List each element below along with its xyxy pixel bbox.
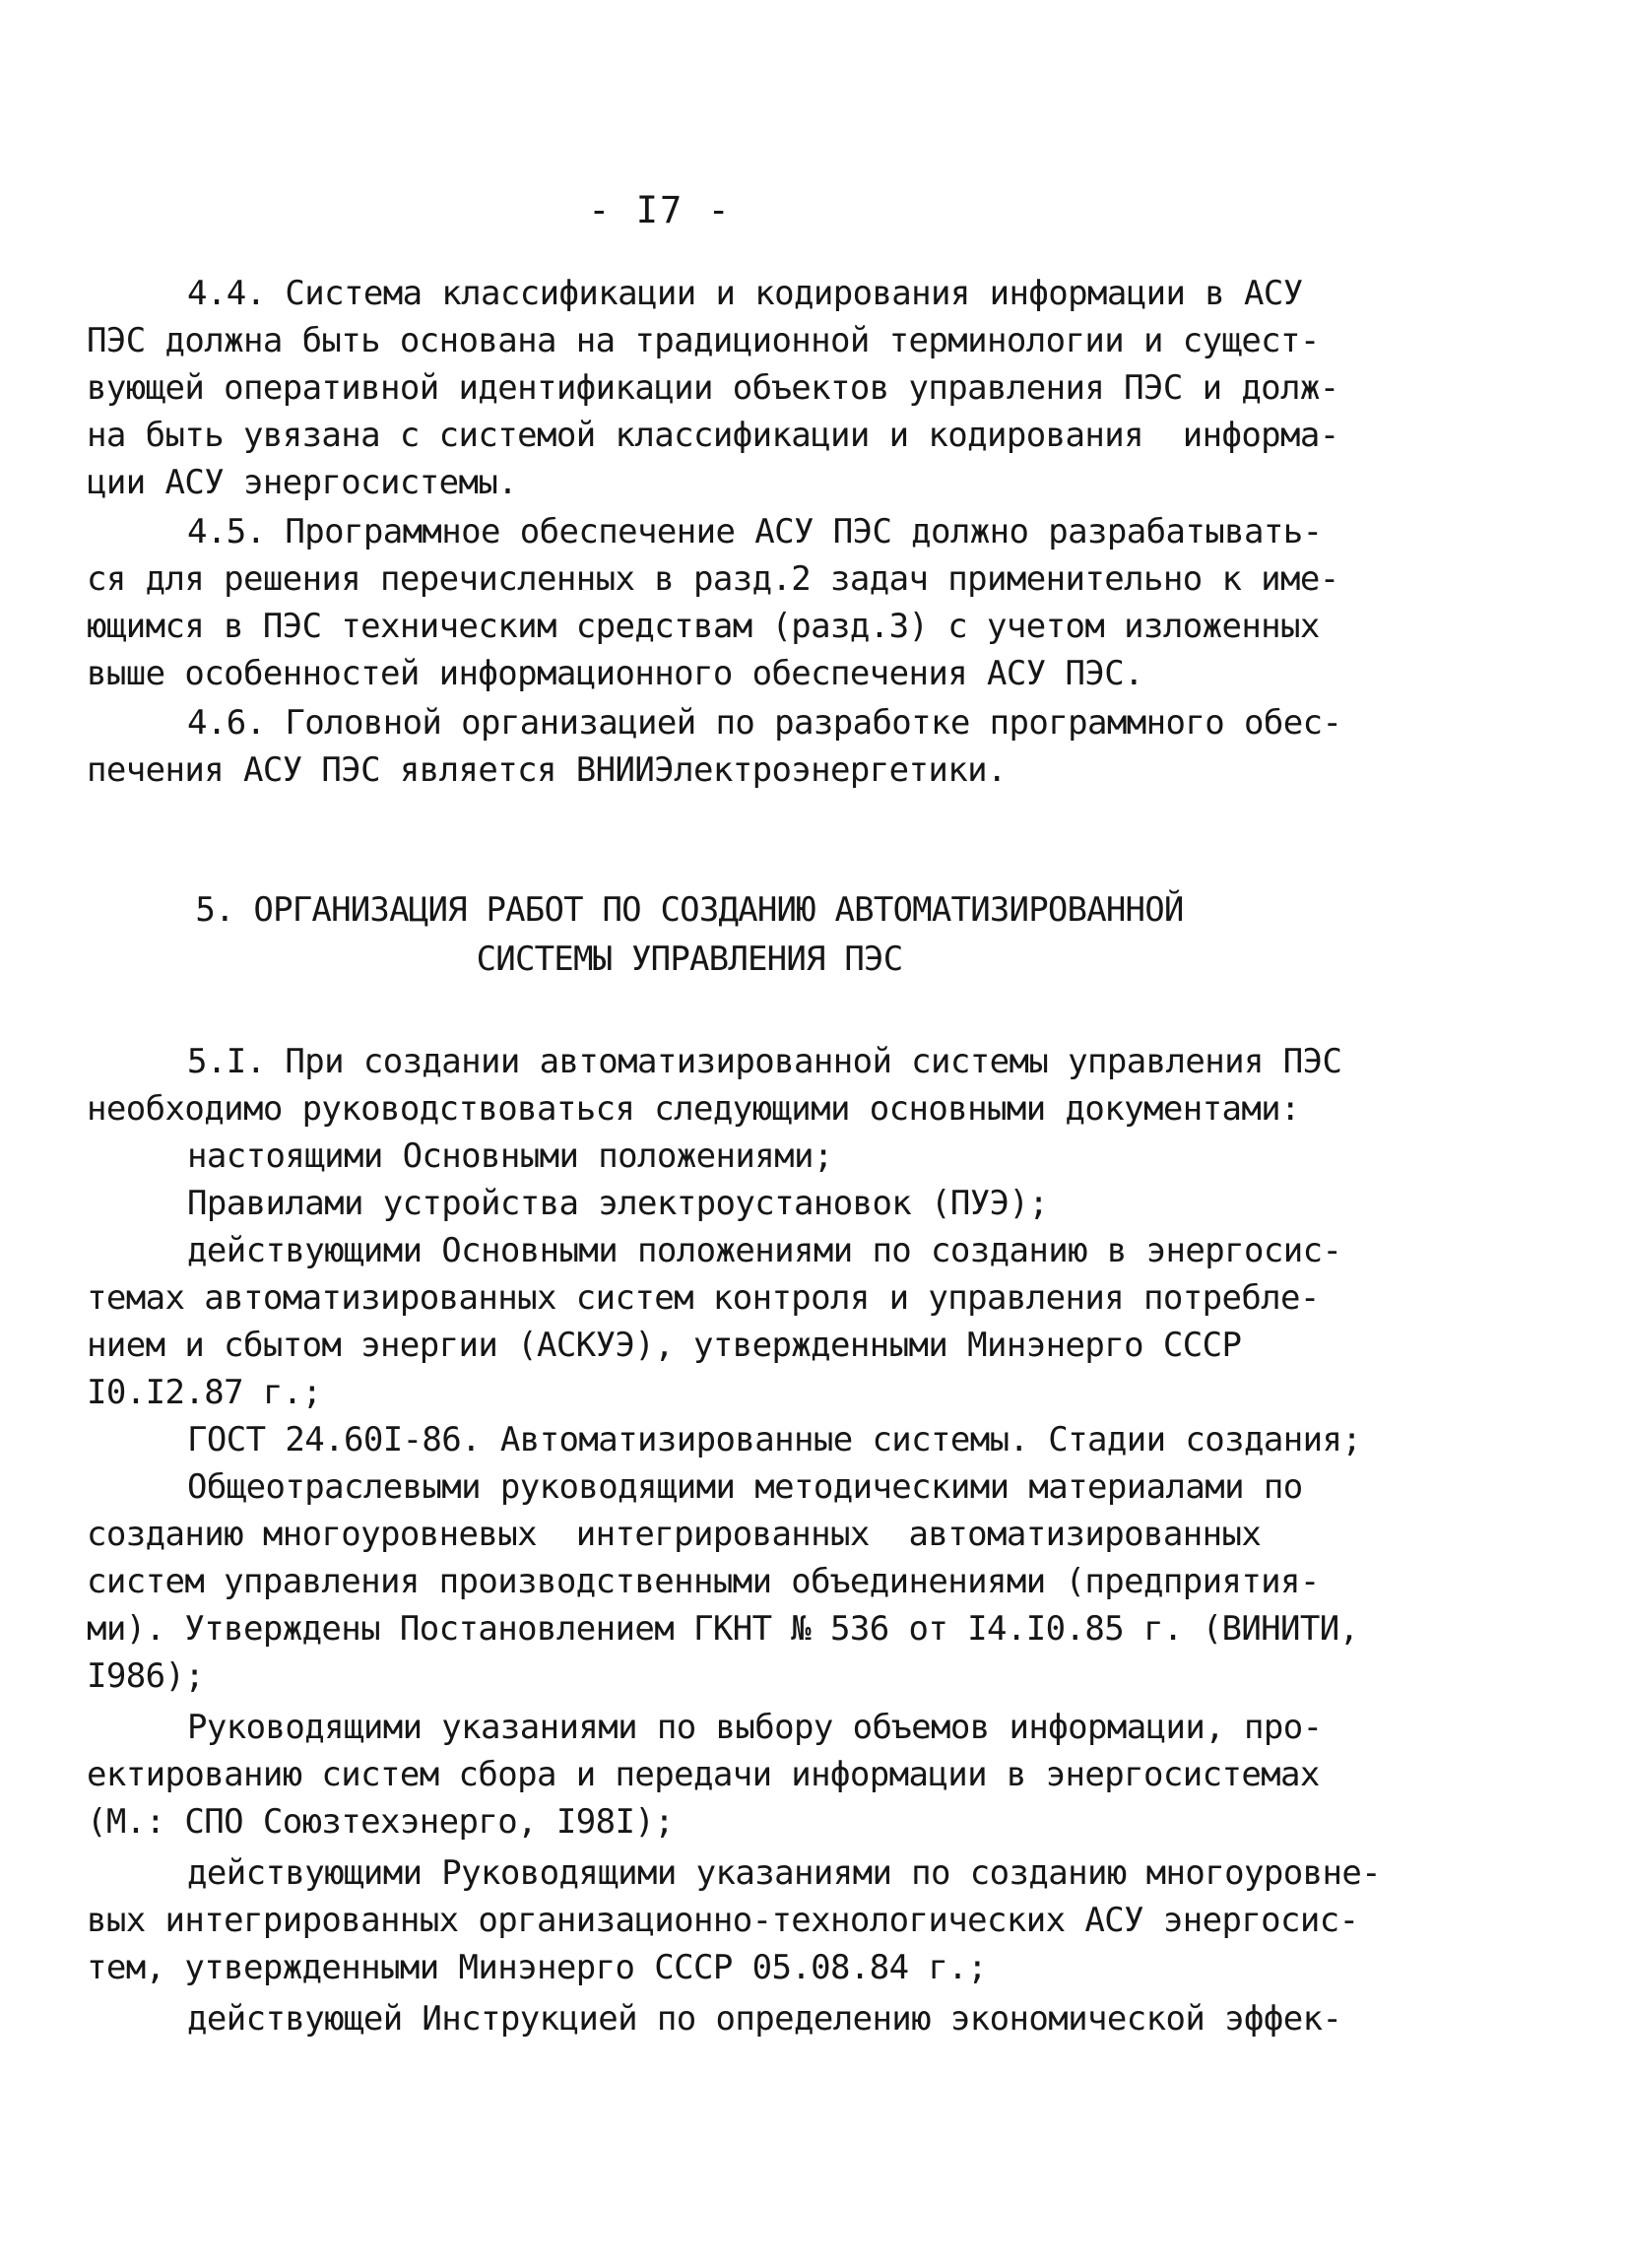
paragraph-line: выше особенностей информационного обеспечения АСУ ПЭС.: [87, 654, 1143, 693]
list-item-line: Общеотраслевыми руководящими методическими материалами по: [187, 1467, 1303, 1507]
list-item-line: действующими Руководящими указаниями по созданию многоуровне-: [187, 1853, 1382, 1893]
paragraph-line: ПЭС должна быть основана на традиционной терминологии и сущест-: [87, 321, 1320, 360]
list-item-line: Руководящими указаниями по выбору объемов информации, про-: [187, 1708, 1323, 1747]
paragraph-line: I0.I2.87 г.;: [87, 1373, 322, 1412]
paragraph-line: ектированию систем сбора и передачи информации в энергосистемах: [87, 1755, 1320, 1794]
paragraph-line: (М.: СПО Союзтехэнерго, I98I);: [87, 1802, 675, 1842]
section-heading: 5. ОРГАНИЗАЦИЯ РАБОТ ПО СОЗДАНИЮ АВТОМАТИЗИРОВАННОЙ: [195, 890, 1184, 930]
list-item-line: настоящими Основными положениями;: [187, 1136, 833, 1176]
paragraph-line: вых интегрированных организационно-технологических АСУ энергосис-: [87, 1901, 1359, 1940]
paragraph-line: 4.6. Головной организацией по разработке программного обес-: [187, 703, 1342, 743]
list-item-line: действующей Инструкцией по определению экономической эффек-: [187, 1999, 1342, 2039]
paragraph-line: ции АСУ энергосистемы.: [87, 463, 518, 502]
list-item-line: Правилами устройства электроустановок (ПУЭ);: [187, 1184, 1049, 1223]
paragraph-line: темах автоматизированных систем контроля и управления потребле-: [87, 1278, 1320, 1318]
paragraph-line: на быть увязана с системой классификации и кодирования информа-: [87, 416, 1339, 455]
paragraph-line: I986);: [87, 1656, 205, 1696]
list-item-line: ГОСТ 24.60I-86. Автоматизированные системы. Стадии создания;: [187, 1420, 1362, 1459]
paragraph-line: ющимся в ПЭС техническим средствам (разд.3) с учетом изложенных: [87, 607, 1320, 646]
paragraph-line: нием и сбытом энергии (АСКУЭ), утвержденными Минэнерго СССР: [87, 1326, 1242, 1365]
paragraph-line: вующей оперативной идентификации объектов управления ПЭС и долж-: [87, 368, 1339, 408]
list-item-line: действующими Основными положениями по созданию в энергосис-: [187, 1231, 1342, 1270]
paragraph-line: ми). Утверждены Постановлением ГКНТ № 536 от I4.I0.85 г. (ВИНИТИ,: [87, 1609, 1359, 1649]
section-heading: СИСТЕМЫ УПРАВЛЕНИЯ ПЭС: [476, 940, 903, 979]
paragraph-line: тем, утвержденными Минэнерго СССР 05.08.84 г.;: [87, 1948, 988, 1987]
paragraph-line: ся для решения перечисленных в разд.2 задач применительно к име-: [87, 559, 1339, 599]
paragraph-line: систем управления производственными объединениями (предприятия-: [87, 1562, 1320, 1601]
paragraph-line: необходимо руководствоваться следующими основными документами:: [87, 1089, 1300, 1129]
paragraph-line: созданию многоуровневых интегрированных автоматизированных: [87, 1515, 1262, 1554]
paragraph-line: 5.I. При создании автоматизированной системы управления ПЭС: [187, 1042, 1342, 1081]
page-number: - I7 -: [588, 189, 732, 231]
paragraph-line: 4.4. Система классификации и кодирования информации в АСУ: [187, 274, 1303, 313]
paragraph-line: печения АСУ ПЭС является ВНИИЭлектроэнергетики.: [87, 750, 1007, 790]
paragraph-line: 4.5. Программное обеспечение АСУ ПЭС должно разрабатывать-: [187, 512, 1323, 551]
